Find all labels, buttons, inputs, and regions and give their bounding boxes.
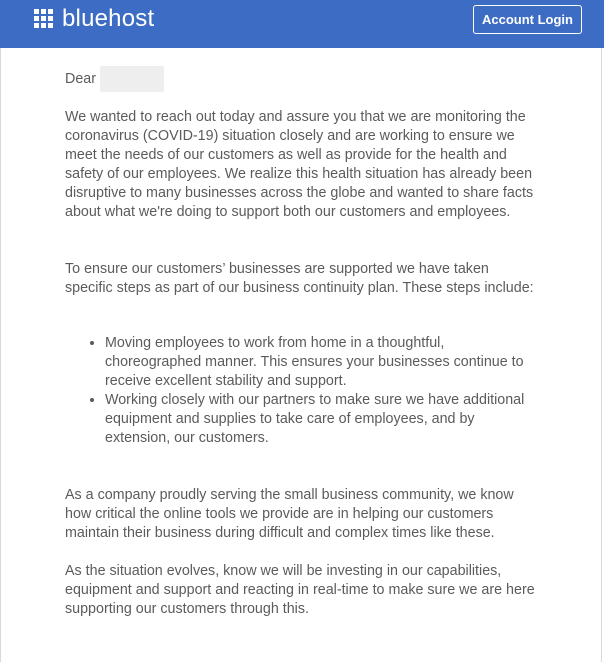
- salutation-text: Dear: [65, 70, 96, 87]
- paragraph-evolves: As the situation evolves, know we will be investing in our capabilities, equipment and support and reacting in real-time to make sure we are here supporting our customers through this.: [65, 563, 535, 617]
- paragraph-intro: We wanted to reach out today and assure you that we are monitoring the coronavirus (COVID-19) situation closely and are working to ensure we meet the needs of our customers as well as provide for the health and safety of our employees. We realize this health situation has already been disruptive to many businesses across the globe and wanted to share facts about what we're doing to support both our customers and employees.: [65, 109, 534, 220]
- account-login-button[interactable]: Account Login: [473, 5, 582, 34]
- paragraph-steps: To ensure our customers’ businesses are supported we have taken specific steps as part of our business continuity plan. These steps include:: [65, 261, 534, 296]
- steps-list: [65, 334, 535, 448]
- header-bar: [0, 0, 604, 48]
- list-item: • Moving employees to work from home in a thoughtful, choreographed manner. This ensures your businesses continue to receive excellent stability and support.: [105, 334, 535, 391]
- paragraph-community: As a company proudly serving the small business community, we know how critical the online tools we provide are in helping our customers maintain their business during difficult and complex times like these.: [65, 487, 514, 541]
- redacted-name: [100, 66, 164, 92]
- salutation: [65, 66, 535, 92]
- list-item: • Working closely with our partners to make sure we have additional equipment and supplies to take care of employees, and by extension, our customers.: [105, 391, 535, 448]
- bluehost-logo[interactable]: [34, 7, 154, 31]
- letter-content: [65, 66, 535, 619]
- grid-icon: [34, 9, 54, 29]
- logo-text: bluehost: [62, 5, 155, 32]
